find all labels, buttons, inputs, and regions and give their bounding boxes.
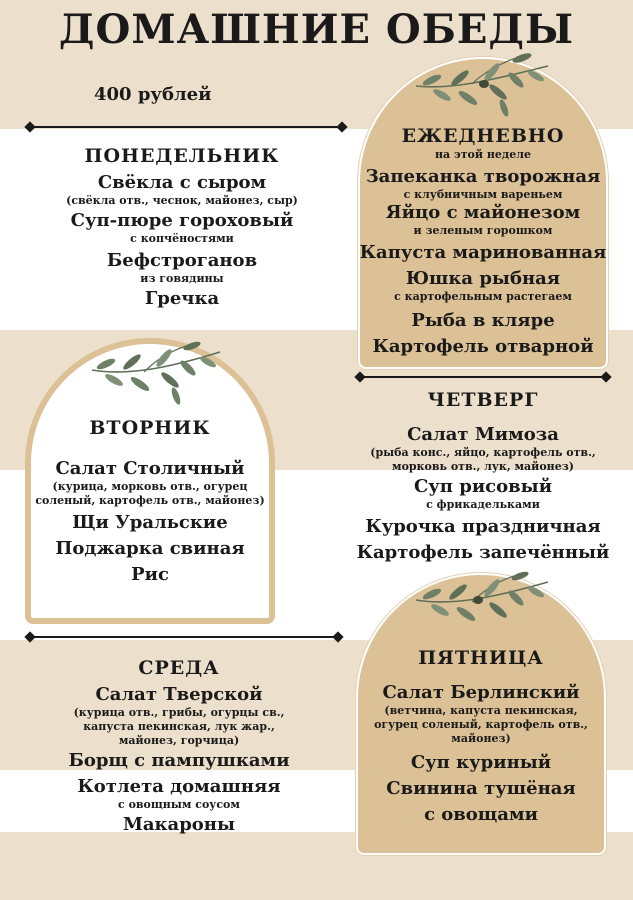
daily-heading: ЕЖЕДНЕВНО [401, 125, 565, 147]
dish-note: (рыба конс., яйцо, картофель отв., [370, 446, 596, 459]
menu-dish: Картофель запечённый [356, 542, 610, 563]
dish-note: (ветчина, капуста пекинская, [384, 704, 578, 717]
dish-note: из говядины [140, 272, 224, 285]
daily-divider [356, 372, 610, 382]
olive-branch-icon [412, 570, 552, 638]
menu-dish: Суп рисовый [413, 476, 553, 497]
menu-dish: Свинина тушёная [386, 778, 576, 799]
menu-dish: Рыба в кляре [411, 310, 555, 331]
menu-dish: Салат Столичный [55, 458, 245, 479]
dish-note: морковь отв., лук, майонез) [392, 460, 574, 473]
menu-dish: Бефстроганов [106, 250, 258, 271]
menu-dish: Салат Берлинский [382, 682, 580, 703]
menu-dish: Свёкла с сыром [97, 172, 267, 193]
thursday-section [354, 388, 612, 564]
menu-dish: Салат Тверской [95, 684, 263, 705]
menu-dish: Яйцо с майонезом [385, 202, 581, 223]
wednesday-heading: СРЕДА [138, 657, 220, 679]
olive-branch-icon [88, 340, 224, 408]
page-title: ДОМАШНИЕ ОБЕДЫ [58, 6, 575, 53]
dish-note: (курица отв., грибы, огурцы св., [73, 706, 285, 719]
dish-note: с клубничным вареньем [403, 188, 563, 201]
dish-note: майонез, горчица) [118, 734, 240, 747]
dish-note: соленый, картофель отв., майонез) [35, 494, 265, 507]
dish-note: (свёкла отв., чеснок, майонез, сыр) [66, 194, 298, 207]
daily-section [358, 124, 608, 358]
dish-note: с фрикадельками [426, 498, 540, 511]
wednesday-divider [26, 632, 342, 642]
price-label: 400 рублей [94, 84, 212, 105]
thursday-heading: ЧЕТВЕРГ [427, 389, 539, 411]
tuesday-heading: ВТОРНИК [89, 417, 211, 439]
menu-dish: Суп-пюре гороховый [70, 210, 294, 231]
olive-branch-icon [412, 50, 552, 122]
monday-section [26, 144, 338, 310]
friday-heading: ПЯТНИЦА [418, 647, 544, 669]
menu-dish: Картофель отварной [372, 336, 594, 357]
menu-dish: Щи Уральские [72, 512, 228, 533]
menu-dish: Запеканка творожная [365, 166, 601, 187]
menu-dish: Курочка праздничная [365, 516, 601, 537]
menu-dish: с овощами [424, 804, 538, 825]
menu-dish: Салат Мимоза [407, 424, 559, 445]
dish-note: и зеленым горошком [413, 224, 553, 237]
daily-subheading: на этой неделе [435, 148, 531, 161]
dish-note: с картофельным растегаем [394, 290, 572, 303]
menu-dish: Борщ с пампушками [68, 750, 290, 771]
monday-heading: ПОНЕДЕЛЬНИК [84, 145, 280, 167]
dish-note: с овощным соусом [118, 798, 240, 811]
menu-dish: Капуста маринованная [359, 242, 607, 263]
menu-dish: Котлета домашняя [77, 776, 281, 797]
monday-divider [26, 122, 346, 132]
menu-dish: Гречка [144, 288, 220, 309]
friday-section [356, 646, 606, 826]
tuesday-section [25, 416, 275, 586]
dish-note: майонез) [451, 732, 511, 745]
menu-dish: Макароны [122, 814, 236, 835]
menu-dish: Поджарка свиная [55, 538, 245, 559]
dish-note: (курица, морковь отв., огурец [52, 480, 248, 493]
dish-note: с копчёностями [130, 232, 234, 245]
menu-dish: Суп куриный [410, 752, 552, 773]
menu-dish: Юшка рыбная [405, 268, 561, 289]
menu-dish: Рис [131, 564, 169, 585]
dish-note: капуста пекинская, лук жар., [83, 720, 275, 733]
wednesday-section [26, 656, 332, 836]
dish-note: огурец соленый, картофель отв., [374, 718, 588, 731]
